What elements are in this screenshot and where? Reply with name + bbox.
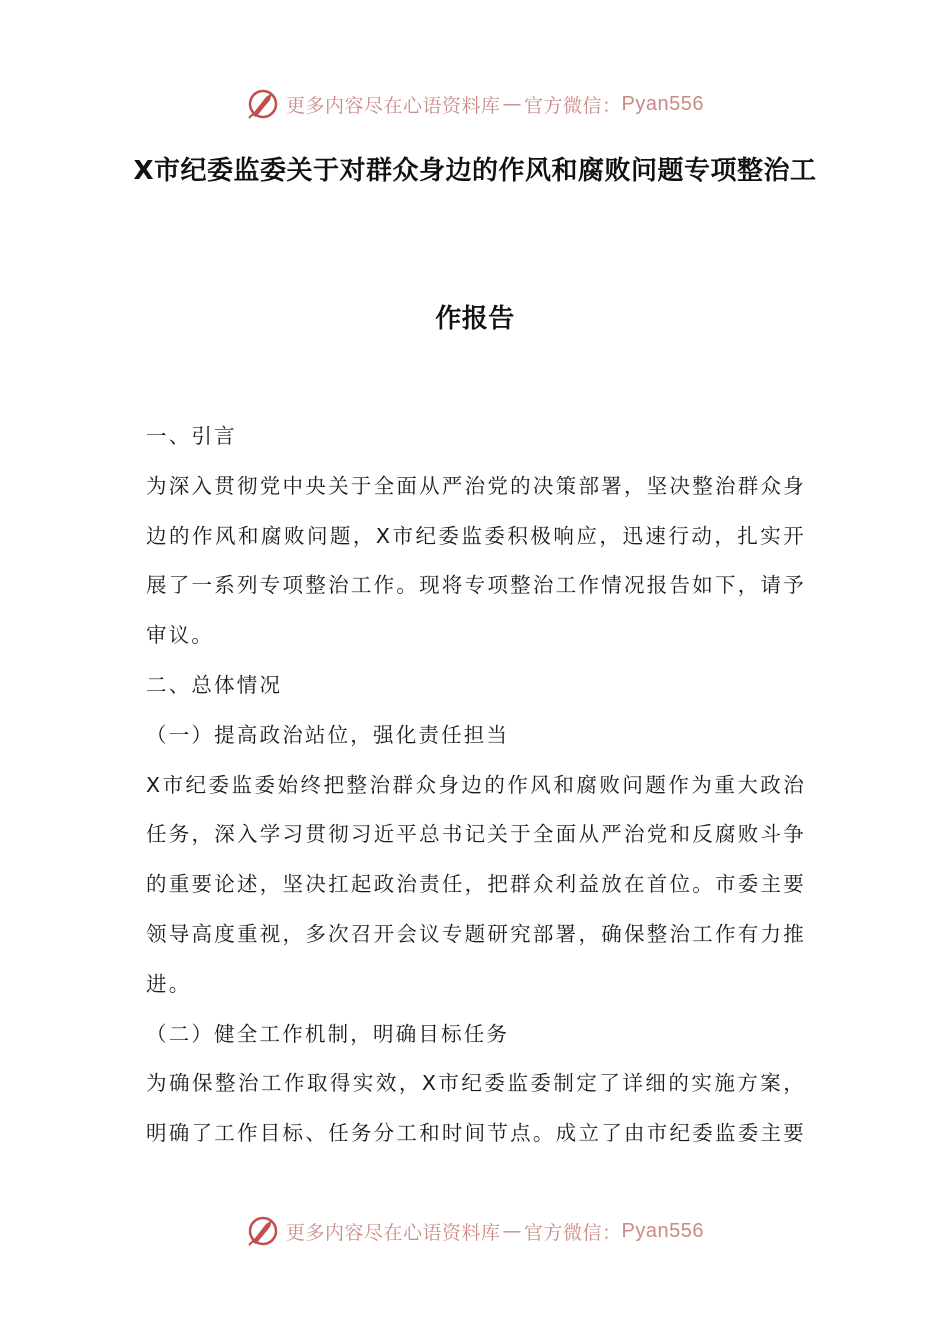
watermark-separator: — (502, 1220, 523, 1242)
header-watermark (0, 84, 950, 124)
watermark-account-id: Pyan556 (621, 92, 704, 115)
pen-nib-circle-icon (246, 1214, 280, 1248)
paragraph-line: 明确了工作目标、任务分工和时间节点。成立了由市纪委监委主要 (146, 1121, 806, 1146)
document-title-line-2: 作报告 (435, 304, 515, 334)
paragraph-line: 展了一系列专项整治工作。现将专项整治工作情况报告如下，请予 (146, 573, 806, 598)
watermark-official-text: 官方微信： (524, 1221, 622, 1244)
subsection-heading-1: （一）提高政治站位，强化责任担当 (146, 722, 510, 747)
footer-watermark (0, 1211, 950, 1251)
subsection-heading-2: （二）健全工作机制，明确目标任务 (146, 1021, 510, 1046)
paragraph-line: X市纪委监委始终把整治群众身边的作风和腐败问题作为重大政治 (146, 772, 806, 797)
paragraph-line: 任务，深入学习贯彻习近平总书记关于全面从严治党和反腐败斗争 (146, 822, 806, 847)
pen-nib-circle-icon (246, 87, 280, 121)
watermark-account-id: Pyan556 (621, 1219, 704, 1242)
paragraph-line: 为确保整治工作取得实效，X市纪委监委制定了详细的实施方案， (146, 1071, 806, 1096)
section-heading-introduction: 一、引言 (146, 424, 237, 448)
paragraph-line: 领导高度重视，多次召开会议专题研究部署，确保整治工作有力推 (146, 921, 806, 946)
section-heading-overview: 二、总体情况 (146, 672, 283, 697)
watermark-separator: — (502, 93, 523, 115)
watermark-official-text: 官方微信： (524, 94, 622, 117)
paragraph-line: 审议。 (146, 623, 215, 648)
paragraph-line: 的重要论述，坚决扛起政治责任，把群众利益放在首位。市委主要 (146, 872, 806, 897)
document-body (146, 412, 806, 1159)
paragraph-line: 边的作风和腐败问题，X市纪委监委积极响应，迅速行动，扎实开 (146, 523, 806, 548)
paragraph-line: 为深入贯彻党中央关于全面从严治党的决策部署，坚决整治群众身 (146, 473, 806, 498)
watermark-main-text: 更多内容尽在心语资料库 (286, 1221, 501, 1244)
document-title-line-1: X市纪委监委关于对群众身边的作风和腐败问题专项整治工 (133, 156, 817, 186)
watermark-main-text: 更多内容尽在心语资料库 (286, 94, 501, 117)
paragraph-line: 进。 (146, 971, 192, 996)
